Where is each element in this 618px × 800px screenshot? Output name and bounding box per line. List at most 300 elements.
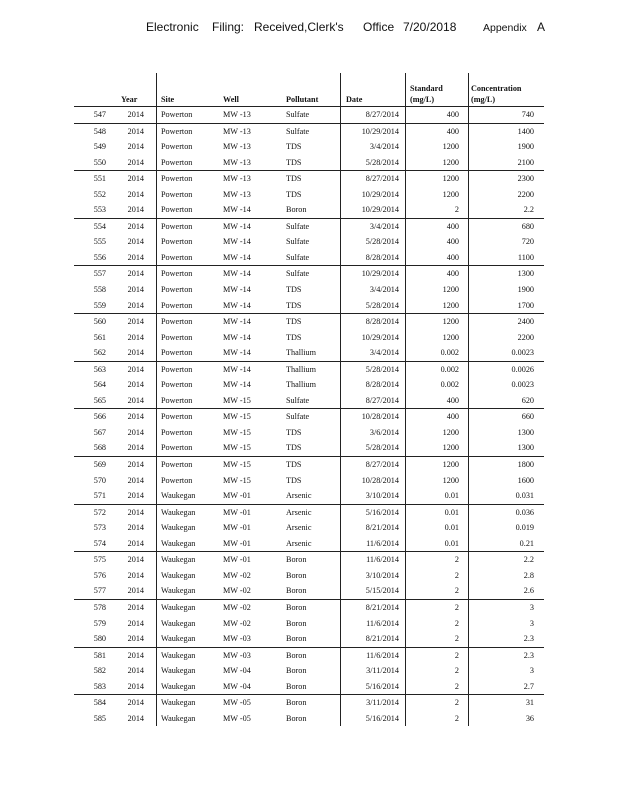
cell-well: MW -15 [223,460,251,470]
cell-well: MW -05 [223,713,251,723]
cell-year: 2014 [127,189,144,199]
cell-standard: 2 [454,618,459,628]
cell-site: Waukegan [161,523,196,533]
table-row [74,647,544,664]
cell-pollutant: Sulfate [286,110,310,119]
cell-site: Powerton [161,443,193,453]
cell-well: MW -14 [223,285,251,295]
cell-well: MW -03 [223,634,251,644]
cell-standard: 0.01 [444,523,459,533]
cell-well: MW -15 [223,395,251,405]
cell-site: Waukegan [161,586,196,596]
cell-year: 2014 [127,300,144,310]
cell-pollutant: Boron [286,650,307,660]
cell-well: MW -13 [223,174,251,184]
cell-year: 2014 [127,269,144,279]
cell-year: 2014 [127,523,144,533]
cell-concentration: 2.2 [523,205,534,215]
cell-standard: 400 [446,252,459,262]
row-number: 553 [93,205,106,215]
cell-site: Waukegan [161,650,196,660]
table-row [74,631,544,647]
table-row [74,361,544,378]
cell-concentration: 660 [521,412,534,422]
cell-pollutant: TDS [286,300,302,310]
cell-standard: 0.002 [440,364,459,374]
cell-well: MW -14 [223,221,251,231]
cell-year: 2014 [127,364,144,374]
cell-year: 2014 [127,507,144,517]
row-number: 556 [93,252,106,262]
cell-site: Powerton [161,348,193,358]
cell-site: Waukegan [161,555,196,565]
cell-pollutant: Sulfate [286,269,310,279]
cell-pollutant: Sulfate [286,412,310,422]
cell-year: 2014 [127,460,144,470]
cell-year: 2014 [127,412,144,422]
cell-concentration: 2200 [517,332,534,342]
cell-standard: 1200 [442,443,459,453]
cell-year: 2014 [127,348,144,358]
table-row [74,568,544,584]
col-divider [405,73,406,726]
cell-standard: 2 [454,681,459,691]
col-divider [156,73,157,726]
cell-year: 2014 [127,427,144,437]
cell-date: 10/28/2014 [361,475,399,485]
cell-standard: 1200 [442,157,459,167]
row-number: 583 [93,681,106,691]
cell-concentration: 0.0023 [511,380,534,390]
cell-concentration: 1300 [517,443,534,453]
cell-well: MW -14 [223,317,251,327]
table-row [74,551,544,568]
cell-concentration: 620 [521,395,534,405]
cell-date: 11/6/2014 [366,650,399,660]
cell-pollutant: Sulfate [286,237,310,247]
cell-year: 2014 [127,491,144,501]
row-number: 559 [93,300,106,310]
cell-pollutant: Boron [286,570,307,580]
row-number: 558 [93,285,106,295]
row-number: 581 [93,650,106,660]
cell-date: 8/27/2014 [365,110,399,119]
cell-pollutant: TDS [286,443,302,453]
cell-date: 10/29/2014 [361,332,399,342]
cell-date: 3/4/2014 [369,142,399,152]
cell-year: 2014 [127,602,144,612]
cell-concentration: 3 [529,618,534,628]
cell-pollutant: TDS [286,475,302,485]
cell-standard: 400 [446,395,459,405]
cell-site: Powerton [161,460,193,470]
col-divider [340,73,341,726]
header-appendix: Appendix [483,22,527,34]
cell-year: 2014 [127,205,144,215]
col-pollutant: Pollutant [286,95,319,104]
cell-pollutant: Boron [286,205,307,215]
cell-date: 8/28/2014 [365,317,399,327]
cell-well: MW -14 [223,364,251,374]
cell-date: 3/4/2014 [369,285,399,295]
cell-date: 3/11/2014 [366,666,399,676]
table-row [74,711,544,727]
cell-year: 2014 [127,475,144,485]
cell-site: Powerton [161,189,193,199]
cell-date: 5/16/2014 [365,507,399,517]
cell-pollutant: Boron [286,555,307,565]
col-divider [468,73,469,726]
cell-site: Waukegan [161,713,196,723]
cell-pollutant: Boron [286,634,307,644]
cell-concentration: 0.036 [515,507,534,517]
cell-standard: 2 [454,555,459,565]
cell-year: 2014 [127,538,144,548]
row-number: 573 [93,523,106,533]
table-row [74,234,544,250]
table-row [74,599,544,616]
cell-well: MW -01 [223,555,251,565]
cell-date: 10/28/2014 [361,412,399,422]
cell-site: Powerton [161,142,193,152]
cell-well: MW -01 [223,507,251,517]
cell-pollutant: Boron [286,586,307,596]
cell-year: 2014 [127,126,144,136]
cell-pollutant: TDS [286,142,302,152]
table-row [74,456,544,473]
cell-standard: 2 [454,205,459,215]
cell-year: 2014 [127,618,144,628]
cell-well: MW -02 [223,586,251,596]
cell-site: Powerton [161,395,193,405]
cell-site: Powerton [161,174,193,184]
col-site: Site [161,95,175,104]
cell-concentration: 2.2 [523,555,534,565]
cell-standard: 1200 [442,142,459,152]
cell-site: Waukegan [161,666,196,676]
cell-date: 5/16/2014 [365,681,399,691]
cell-standard: 1200 [442,332,459,342]
table-row [74,393,544,409]
table-row [74,440,544,456]
cell-concentration: 2.3 [523,650,534,660]
cell-year: 2014 [127,317,144,327]
cell-standard: 2 [454,602,459,612]
cell-date: 10/29/2014 [361,205,399,215]
table-row [74,488,544,504]
cell-standard: 400 [446,412,459,422]
cell-site: Powerton [161,412,193,422]
col-year: Year [121,95,138,104]
cell-pollutant: Arsenic [286,491,312,501]
cell-standard: 2 [454,650,459,660]
cell-site: Powerton [161,157,193,167]
table-row [74,187,544,203]
cell-concentration: 1600 [517,475,534,485]
cell-year: 2014 [127,570,144,580]
cell-site: Powerton [161,252,193,262]
table-row [74,170,544,187]
table-row [74,218,544,235]
cell-pollutant: TDS [286,460,302,470]
cell-date: 8/27/2014 [365,174,399,184]
cell-concentration: 1400 [517,126,534,136]
cell-well: MW -14 [223,252,251,262]
cell-standard: 2 [454,570,459,580]
cell-standard: 1200 [442,460,459,470]
cell-concentration: 2.8 [523,570,534,580]
cell-pollutant: Thallium [286,364,317,374]
cell-well: MW -15 [223,475,251,485]
cell-well: MW -14 [223,269,251,279]
row-number: 560 [93,317,106,327]
header-electronic: Electronic [146,20,199,34]
cell-year: 2014 [127,395,144,405]
cell-pollutant: Sulfate [286,126,310,136]
row-number: 547 [93,110,106,119]
table-row [74,377,544,393]
row-number: 576 [93,570,106,580]
cell-year: 2014 [127,586,144,596]
cell-concentration: 0.0023 [511,348,534,358]
cell-standard: 1200 [442,317,459,327]
cell-pollutant: Arsenic [286,538,312,548]
table-row [74,106,544,123]
cell-date: 11/6/2014 [366,538,399,548]
cell-year: 2014 [127,380,144,390]
cell-date: 11/6/2014 [366,555,399,565]
cell-year: 2014 [127,666,144,676]
cell-date: 5/28/2014 [365,157,399,167]
cell-standard: 1200 [442,300,459,310]
cell-standard: 2 [454,586,459,596]
cell-site: Powerton [161,126,193,136]
row-number: 548 [93,126,106,136]
cell-well: MW -15 [223,427,251,437]
cell-pollutant: Thallium [286,380,317,390]
cell-standard: 400 [446,221,459,231]
table-row [74,265,544,282]
cell-standard: 0.01 [444,491,459,501]
row-number: 570 [93,475,106,485]
cell-pollutant: TDS [286,189,302,199]
cell-pollutant: Sulfate [286,221,310,231]
row-number: 557 [93,269,106,279]
cell-pollutant: TDS [286,157,302,167]
cell-well: MW -14 [223,348,251,358]
cell-pollutant: Boron [286,698,307,708]
cell-concentration: 31 [525,698,534,708]
cell-site: Powerton [161,110,193,119]
cell-concentration: 1900 [517,285,534,295]
cell-date: 8/27/2014 [365,395,399,405]
cell-pollutant: TDS [286,317,302,327]
cell-well: MW -01 [223,491,251,501]
cell-year: 2014 [127,443,144,453]
cell-standard: 1200 [442,285,459,295]
cell-site: Waukegan [161,570,196,580]
cell-date: 5/16/2014 [365,713,399,723]
cell-standard: 0.01 [444,538,459,548]
cell-year: 2014 [127,221,144,231]
cell-well: MW -14 [223,380,251,390]
cell-site: Waukegan [161,507,196,517]
cell-date: 5/15/2014 [365,586,399,596]
cell-date: 5/28/2014 [365,237,399,247]
cell-year: 2014 [127,332,144,342]
cell-date: 3/4/2014 [369,221,399,231]
cell-site: Powerton [161,300,193,310]
table-row [74,504,544,521]
cell-pollutant: TDS [286,427,302,437]
data-table [74,73,544,726]
cell-pollutant: Boron [286,666,307,676]
cell-year: 2014 [127,110,144,119]
cell-concentration: 1300 [517,427,534,437]
cell-well: MW -15 [223,412,251,422]
cell-standard: 2 [454,666,459,676]
cell-standard: 0.002 [440,348,459,358]
cell-standard: 1200 [442,427,459,437]
cell-concentration: 1100 [517,252,534,262]
cell-year: 2014 [127,252,144,262]
cell-site: Powerton [161,205,193,215]
col-concentration-unit: (mg/L) [471,95,496,104]
cell-date: 8/21/2014 [365,523,399,533]
cell-pollutant: TDS [286,285,302,295]
cell-concentration: 1900 [517,142,534,152]
cell-concentration: 720 [521,237,534,247]
cell-pollutant: Thallium [286,348,317,358]
cell-site: Powerton [161,364,193,374]
cell-site: Powerton [161,269,193,279]
cell-standard: 400 [446,110,459,119]
row-number: 571 [93,491,106,501]
row-number: 564 [93,380,106,390]
cell-site: Waukegan [161,602,196,612]
cell-pollutant: TDS [286,174,302,184]
row-number: 575 [93,555,106,565]
cell-date: 8/21/2014 [365,634,399,644]
cell-date: 3/11/2014 [366,698,399,708]
cell-standard: 2 [454,713,459,723]
cell-site: Powerton [161,317,193,327]
cell-pollutant: Boron [286,602,307,612]
cell-well: MW -13 [223,110,251,119]
cell-well: MW -05 [223,698,251,708]
cell-date: 8/28/2014 [365,380,399,390]
cell-standard: 2 [454,634,459,644]
cell-well: MW -03 [223,650,251,660]
table-row [74,473,544,489]
cell-date: 8/21/2014 [365,602,399,612]
cell-site: Powerton [161,427,193,437]
table-row [74,663,544,679]
header-appendix-letter: A [537,20,546,34]
cell-well: MW -02 [223,570,251,580]
cell-concentration: 2200 [517,189,534,199]
cell-well: MW -02 [223,602,251,612]
cell-site: Waukegan [161,634,196,644]
cell-date: 5/28/2014 [365,300,399,310]
cell-concentration: 3 [529,666,534,676]
cell-well: MW -13 [223,142,251,152]
cell-well: MW -01 [223,523,251,533]
cell-date: 8/27/2014 [365,460,399,470]
row-number: 549 [93,142,106,152]
cell-date: 5/28/2014 [365,364,399,374]
row-number: 578 [93,602,106,612]
table-row [74,616,544,632]
cell-standard: 0.01 [444,507,459,517]
row-number: 569 [93,460,106,470]
cell-date: 10/29/2014 [361,269,399,279]
cell-well: MW -13 [223,157,251,167]
cell-site: Powerton [161,285,193,295]
cell-standard: 0.002 [440,380,459,390]
col-concentration: Concentration [471,84,522,93]
cell-date: 3/10/2014 [365,491,399,501]
cell-concentration: 2.7 [523,681,534,691]
cell-concentration: 2.6 [523,586,534,596]
cell-concentration: 740 [521,110,534,119]
table-row [74,313,544,330]
row-number: 551 [93,174,106,184]
cell-date: 3/6/2014 [369,427,399,437]
row-number: 572 [93,507,106,517]
row-number: 554 [93,221,106,231]
row-number: 574 [93,538,106,548]
table-row [74,679,544,695]
cell-pollutant: TDS [286,332,302,342]
cell-well: MW -14 [223,332,251,342]
cell-concentration: 680 [521,221,534,231]
table-row [74,425,544,441]
cell-site: Powerton [161,221,193,231]
row-number: 550 [93,157,106,167]
cell-site: Powerton [161,380,193,390]
col-date: Date [346,95,363,104]
cell-pollutant: Sulfate [286,395,310,405]
row-number: 577 [93,586,106,596]
table-row [74,282,544,298]
table-row [74,536,544,552]
col-standard-unit: (mg/L) [410,95,435,104]
cell-date: 5/28/2014 [365,443,399,453]
row-number: 585 [93,713,106,723]
table-body [74,106,544,726]
cell-well: MW -01 [223,538,251,548]
cell-site: Powerton [161,332,193,342]
cell-pollutant: Boron [286,618,307,628]
cell-well: MW -02 [223,618,251,628]
cell-date: 8/28/2014 [365,252,399,262]
cell-year: 2014 [127,713,144,723]
cell-pollutant: Arsenic [286,523,312,533]
row-number: 580 [93,634,106,644]
cell-site: Powerton [161,237,193,247]
table-row [74,298,544,314]
cell-standard: 1200 [442,475,459,485]
row-number: 552 [93,189,106,199]
cell-date: 3/4/2014 [369,348,399,358]
cell-well: MW -13 [223,189,251,199]
cell-site: Waukegan [161,618,196,628]
table-row [74,583,544,599]
cell-well: MW -14 [223,300,251,310]
cell-well: MW -04 [223,681,251,691]
cell-standard: 400 [446,237,459,247]
